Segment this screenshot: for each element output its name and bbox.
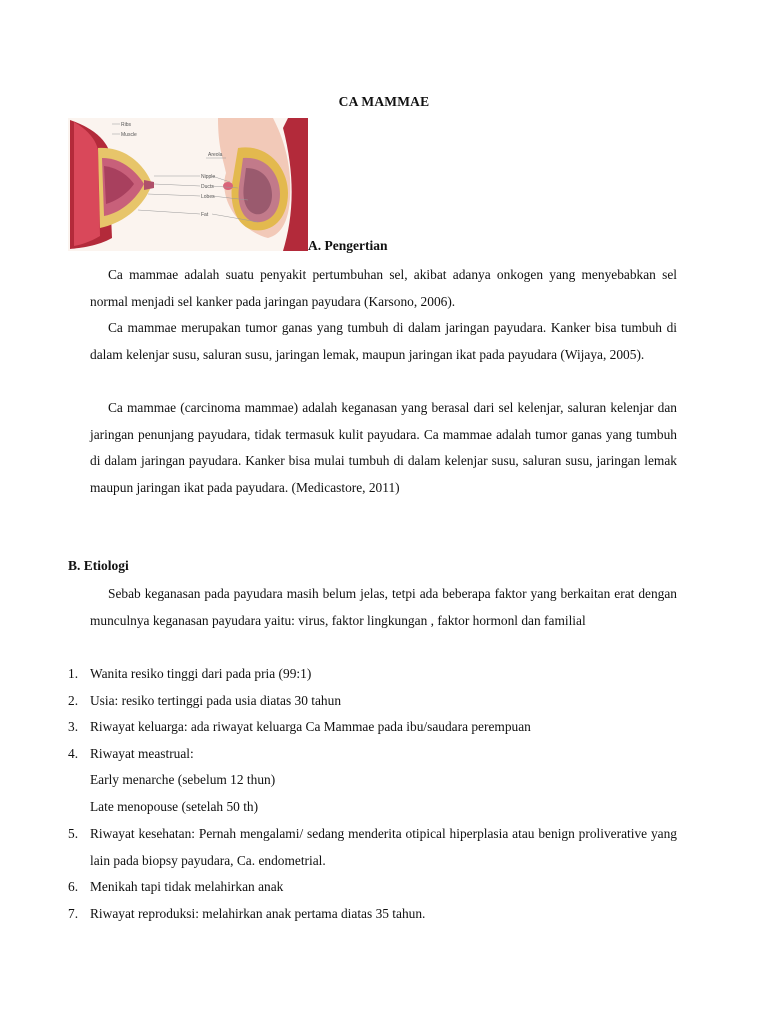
sub-list-item: Early menarche (sebelum 12 thun) <box>90 772 276 787</box>
list-text: Riwayat meastrual: <box>90 746 194 761</box>
figure-label-areola: Areola <box>208 152 223 158</box>
section-a-heading: A. Pengertian <box>308 238 388 253</box>
paragraph-text: Sebab keganasan pada payudara masih belum jelas, tetpi ada beberapa faktor yang berkaitan erat dengan munculnya keganasan payudara yaitu: virus, faktor lingkungan , faktor hormonl dan familial <box>90 586 677 628</box>
list-number: 1. <box>68 666 79 681</box>
page-title: CA MAMMAE <box>338 94 430 109</box>
list-text: Riwayat kesehatan: Pernah mengalami/ sedang menderita otipical hiperplasia atau benign proliverative yang lain pada biopsy payudara, Ca. endometrial. <box>90 826 677 868</box>
paragraph-text: Ca mammae (carcinoma mammae) adalah keganasan yang berasal dari sel kelenjar, saluran kelenjar dan jaringan penunjang payudara, tidak termasuk kulit payudara. Ca mammae adalah tumor ganas yang tumbuh di dalam jaringan payudara. Kanker bisa mulai tumbuh di dalam kelenjar susu, saluran susu, jaringan lemak maupun jaringan ikat pada payudara. (Medicastore, 2011) <box>90 400 677 495</box>
section-a-paragraph-3 <box>90 395 677 501</box>
list-number: 3. <box>68 719 79 734</box>
breast-anatomy-illustration <box>68 118 308 251</box>
figure-label-fat: Fat <box>201 212 209 218</box>
paragraph-text: Ca mammae adalah suatu penyakit pertumbuhan sel, akibat adanya onkogen yang menyebabkan sel normal menjadi sel kanker pada jaringan payudara (Karsono, 2006). <box>90 267 677 309</box>
sub-list-item: Late menopouse (setelah 50 th) <box>90 799 259 814</box>
list-text: Wanita resiko tinggi dari pada pria (99:1) <box>90 666 312 681</box>
list-item <box>68 874 677 901</box>
figure-label-ribs: Ribs <box>121 122 132 128</box>
figure-label-ducts: Ducts <box>201 184 214 190</box>
list-item <box>68 714 677 741</box>
section-a-paragraph-1 <box>90 262 677 315</box>
section-b-heading: B. Etiologi <box>68 558 129 573</box>
list-item <box>68 661 677 688</box>
list-number: 6. <box>68 879 79 894</box>
paragraph-text: Ca mammae merupakan tumor ganas yang tumbuh di dalam jaringan payudara. Kanker bisa tumbuh di dalam kelenjar susu, saluran susu, jaringan lemak, maupun jaringan ikat pada payudara (Wijaya, 2005). <box>90 320 677 362</box>
section-b-intro <box>90 581 677 634</box>
list-number: 5. <box>68 826 79 841</box>
list-text: Riwayat keluarga: ada riwayat keluarga Ca Mammae pada ibu/saudara perempuan <box>90 719 531 734</box>
breast-anatomy-figure <box>68 118 308 251</box>
figure-label-muscle: Muscle <box>121 132 137 138</box>
list-item <box>68 821 677 874</box>
list-item <box>68 901 677 928</box>
figure-label-lobes: Lobes <box>201 194 215 200</box>
list-number: 4. <box>68 746 79 761</box>
section-a-paragraph-2 <box>90 315 677 368</box>
list-text: Menikah tapi tidak melahirkan anak <box>90 879 284 894</box>
list-number: 7. <box>68 906 79 921</box>
list-item <box>68 688 677 715</box>
list-item <box>68 741 677 768</box>
list-number: 2. <box>68 693 79 708</box>
figure-label-nipple: Nipple <box>201 174 216 180</box>
list-text: Riwayat reproduksi: melahirkan anak pertama diatas 35 tahun. <box>90 906 426 921</box>
list-text: Usia: resiko tertinggi pada usia diatas 30 tahun <box>90 693 342 708</box>
